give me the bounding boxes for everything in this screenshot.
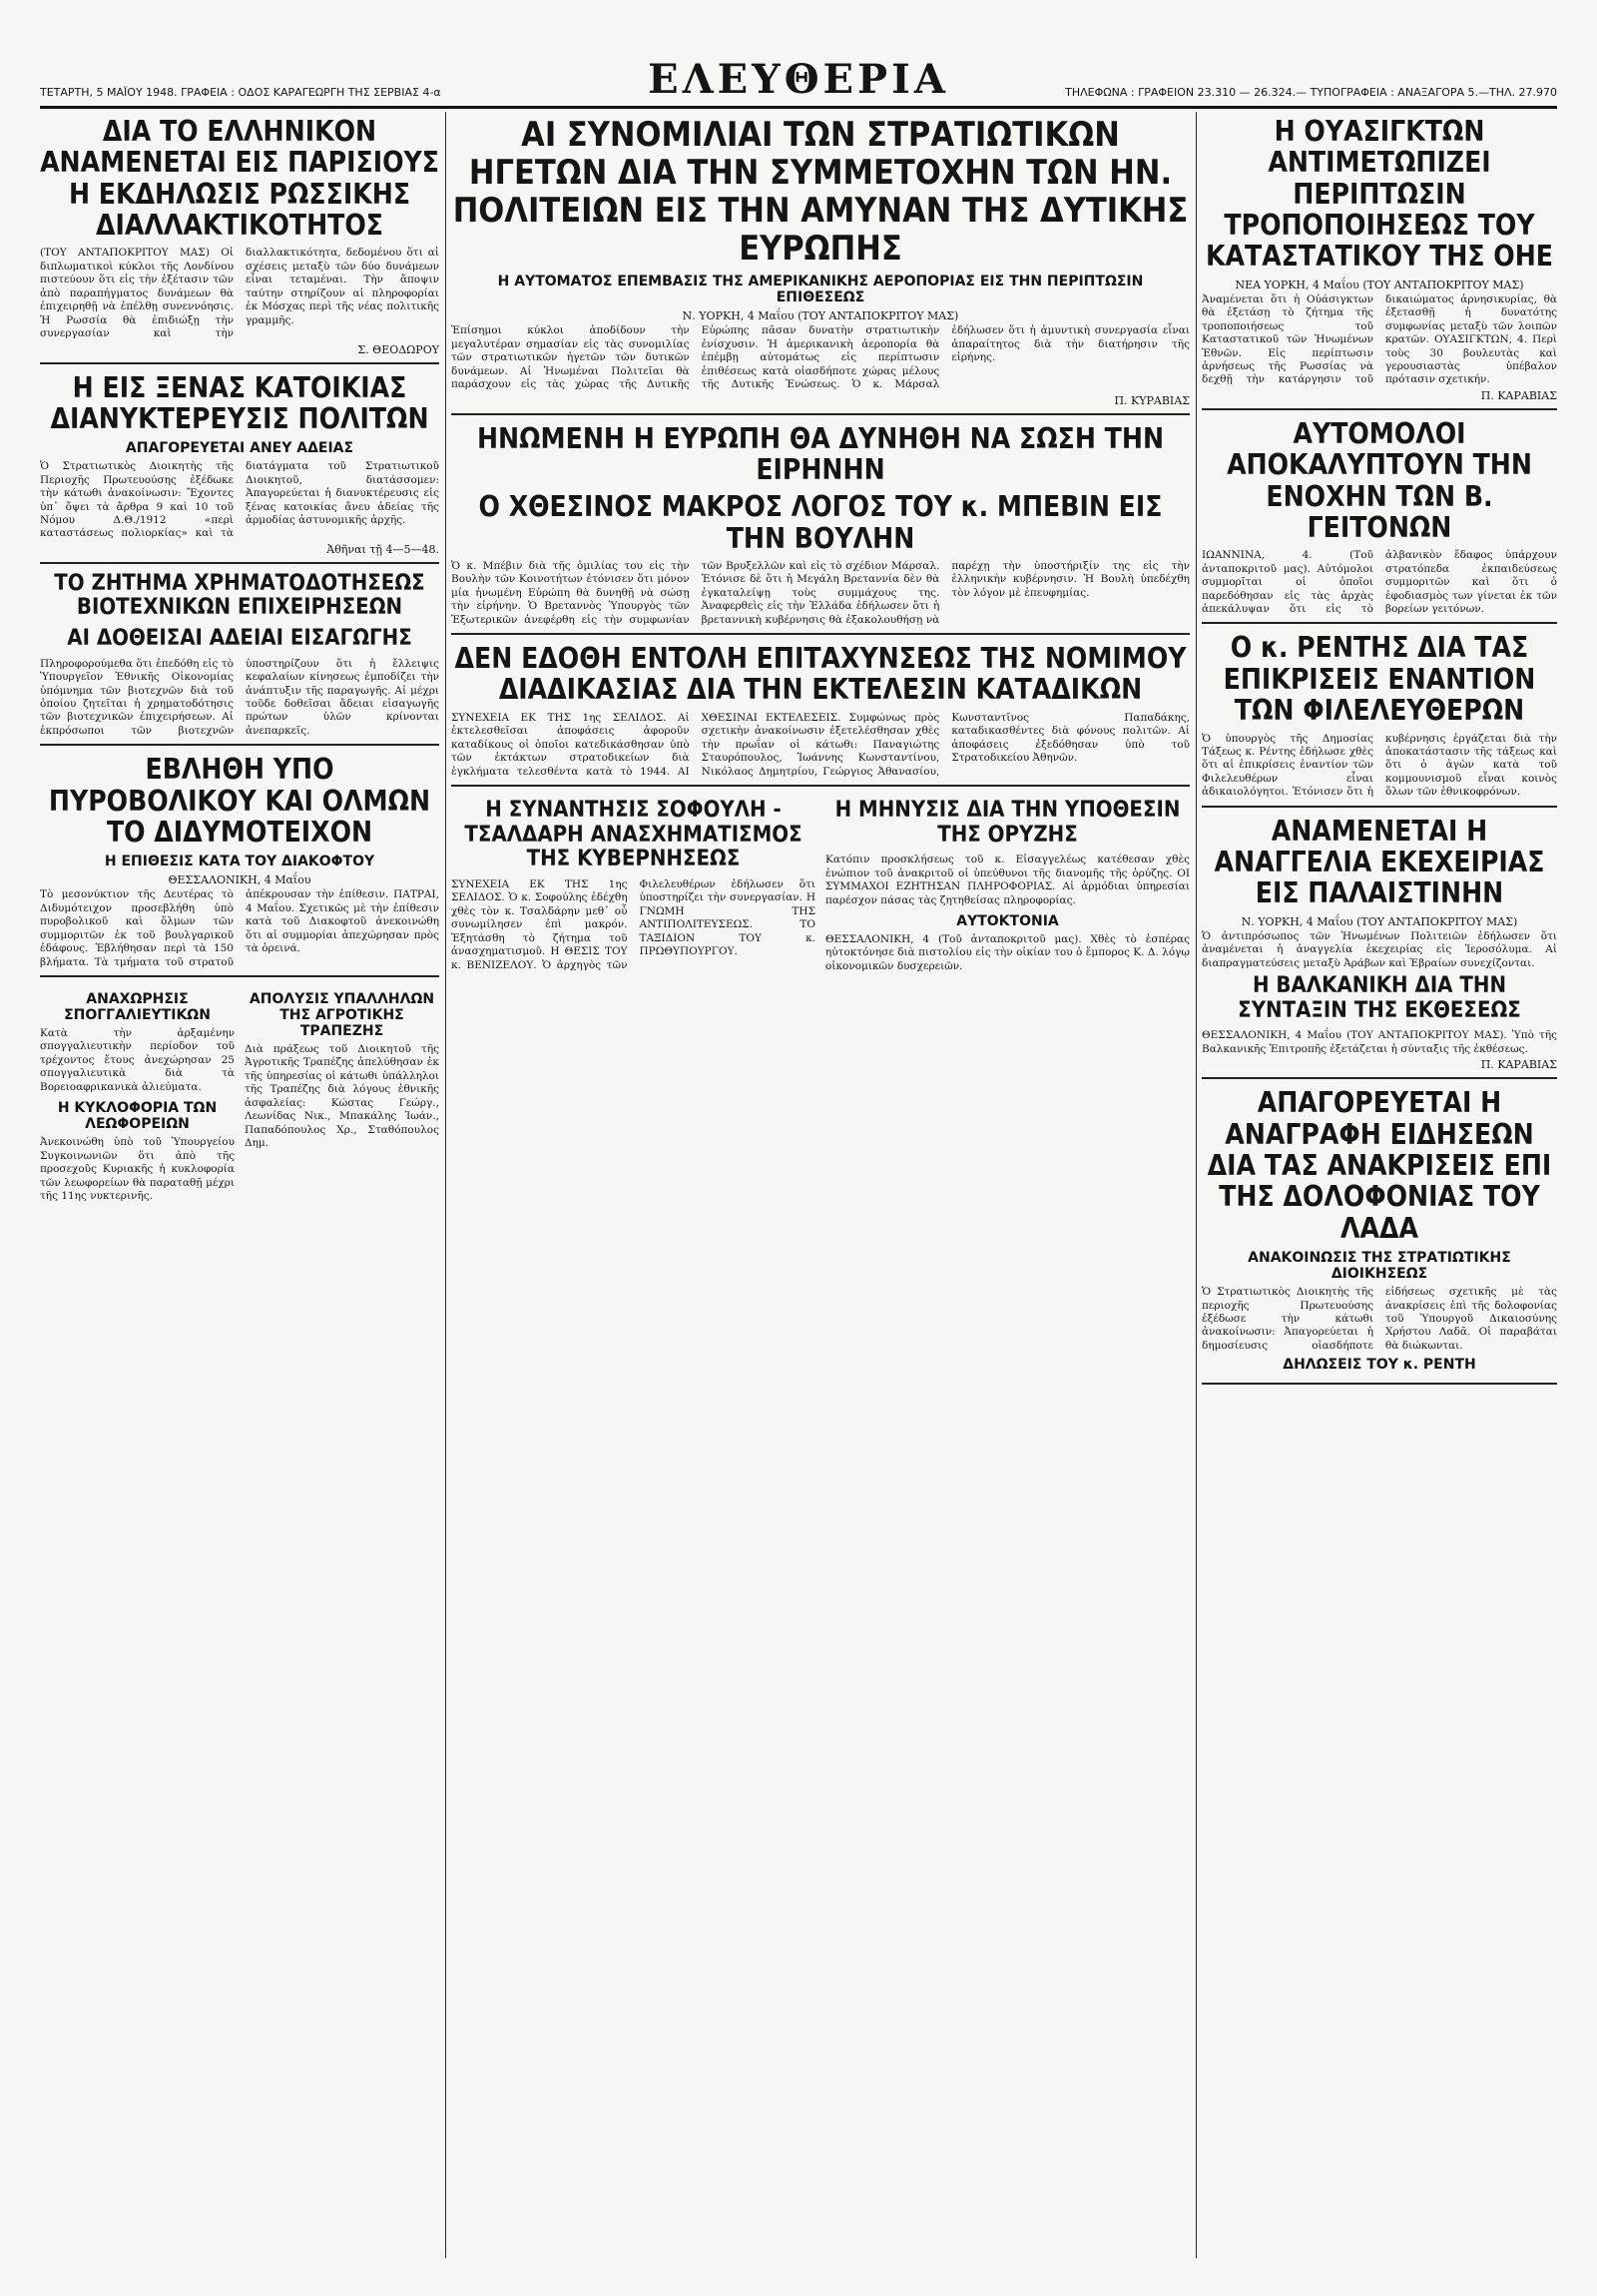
article-row — [40, 985, 439, 1203]
column-center — [451, 112, 1190, 973]
article-body: Ἐπίσημοι κύκλοι ἀποδίδουν τὴν μεγαλυτέραν σημασίαν εἰς τὰς συνομιλίας τῶν στρατιωτικῶν ἡγετῶν τῶν δυτικῶν δυνάμεων. Αἱ Ἡνωμέναι Πολιτεῖαι θὰ παράσχουν εἰς τὰς χώρας τῆς Δυτικῆς Εὐρώπης πᾶσαν δυνατὴν στρατιωτικὴν ἐνίσχυσιν. Ἡ ἀμερικανικὴ ἀεροπορία θὰ ἐπέμβῃ αὐτομάτως εἰς περίπτωσιν ἐπιθέσεως κατὰ οἱασδήποτε χώρας μέλους τῆς Δυτικῆς Ἑνώσεως. Ὁ κ. Μάρσαλ ἐδήλωσεν ὅτι ἡ ἀμυντικὴ συνεργασία εἶναι ἀπαραίτητος διὰ τὴν διατήρησιν τῆς εἰρήνης. — [451, 324, 1190, 391]
column-right — [1202, 112, 1557, 1393]
headline: ΔΕΝ ΕΔΟΘΗ ΕΝΤΟΛΗ ΕΠΙΤΑΧΥΝΣΕΩΣ ΤΗΣ ΝΟΜΙΜΟΥ ΔΙΑΔΙΚΑΣΙΑΣ ΔΙΑ ΤΗΝ ΕΚΤΕΛΕΣΙΝ ΚΑΤΑΔΙΚΩΝ — [454, 642, 1187, 707]
headline: ΑΝΑΜΕΝΕΤΑΙ Η ΑΝΑΓΓΕΛΙΑ ΕΚΕΧΕΙΡΙΑΣ ΕΙΣ ΠΑΛΑΙΣΤΙΝΗΝ — [1214, 814, 1545, 910]
column-left — [40, 112, 439, 1203]
headline: ΕΒΛΗΘΗ ΥΠΟ ΠΥΡΟΒΟΛΙΚΟΥ ΚΑΙ ΟΛΜΩΝ ΤΟ ΔΙΔΥΜΟΤΕΙΧΟΝ — [48, 753, 431, 850]
article-body: ΘΕΣΣΑΛΟΝΙΚΗ, 4 (Τοῦ ἀνταποκριτοῦ μας). Χθὲς τὸ ἑσπέρας ηὐτοκτόνησε διὰ πιστολίου εἰς τὴν οἰκίαν του ὁ ἔμπορος Κ. Δ. λόγῳ οἰκονομικῶν δυσχερειῶν. — [825, 933, 1190, 972]
article — [451, 116, 1190, 415]
subheadline: ΔΗΛΩΣΕΙΣ ΤΟΥ κ. ΡΕΝΤΗ — [1283, 1357, 1476, 1374]
byline: Σ. ΘΕΟΔΩΡΟΥ — [357, 342, 439, 356]
article — [1202, 116, 1557, 410]
column-rule — [445, 112, 446, 2258]
dateline: Ν. ΥΟΡΚΗ, 4 Μαΐου (ΤΟΥ ΑΝΤΑΠΟΚΡΙΤΟΥ ΜΑΣ) — [682, 309, 959, 323]
headline: ΤΟ ΖΗΤΗΜΑ ΧΡΗΜΑΤΟΔΟΤΗΣΕΩΣ ΒΙΟΤΕΧΝΙΚΩΝ ΕΠΙΧΕΙΡΗΣΕΩΝ — [54, 570, 425, 621]
article-body: ΣΥΝΕΧΕΙΑ ΕΚ ΤΗΣ 1ης ΣΕΛΙΔΟΣ. Ὁ κ. Σοφούλης ἐδέχθη χθὲς τὸν κ. Τσαλδάρην μεθ᾿ οὗ συνωμίλησεν ἐπὶ μακρόν. Ἐξητάσθη τὸ ζήτημα τοῦ ἀνασχηματισμοῦ. Η ΘΕΣΙΣ ΤΟΥ κ. ΒΕΝΙΖΕΛΟΥ. Ὁ ἀρχηγὸς τῶν Φιλελευθέρων ἐδήλωσεν ὅτι ὑποστηρίζει τὴν συνεργασίαν. Η ΓΝΩΜΗ ΤΗΣ ΑΝΤΙΠΟΛΙΤΕΥΣΕΩΣ. ΤΟ ΤΑΞΙΔΙΟΝ ΤΟΥ κ. ΠΡΩΘΥΠΟΥΡΓΟΥ. — [451, 877, 815, 971]
article — [1202, 632, 1557, 807]
article-body: Ὁ κ. Μπέβιν διὰ τῆς ὁμιλίας του εἰς τὴν Βουλὴν τῶν Κοινοτήτων ἐτόνισεν ὅτι μόνον μία ἡνωμένη Εὐρώπη θὰ δυνηθῇ νὰ σώσῃ τὴν εἰρήνην. Ὁ Βρεταννὸς Ὑπουργὸς τῶν Ἐξωτερικῶν ἀνεφέρθη εἰς τὴν συμφωνίαν τῶν Βρυξελλῶν καὶ εἰς τὸ σχέδιον Μάρσαλ. Ἐτόνισε δὲ ὅτι ἡ Μεγάλη Βρεταννία δὲν θὰ ἐγκαταλείψῃ τοὺς συμμάχους της. Ἀναφερθεὶς εἰς τὴν Ἑλλάδα ἐδήλωσεν ὅτι ἡ βρεταννικὴ κυβέρνησις θὰ ἐξακολουθήσῃ νὰ παρέχῃ τὴν ὑποστήριξίν της εἰς τὴν ἑλληνικὴν κυβέρνησιν. Ἡ Βουλὴ ὑπεδέχθη τὸν λόγον μὲ ἐπευφημίας. — [451, 559, 1190, 626]
headline: Η ΟΥΑΣΙΓΚΤΩΝ ΑΝΤΙΜΕΤΩΠΙΖΕΙ ΠΕΡΙΠΤΩΣΙΝ ΤΡΟΠΟΠΟΙΗΣΕΩΣ ΤΟΥ ΚΑΤΑΣΤΑΤΙΚΟΥ ΤΗΣ ΟΗΕ — [1205, 115, 1554, 274]
article — [40, 985, 235, 1203]
masthead — [40, 56, 1557, 109]
byline: Ἀθῆναι τῇ 4—5—48. — [326, 542, 439, 556]
headline-secondary: Ο ΧΘΕΣΙΝΟΣ ΜΑΚΡΟΣ ΛΟΓΟΣ ΤΟΥ κ. ΜΠΕΒΙΝ ΕΙΣ ΤΗΝ ΒΟΥΛΗΝ — [478, 490, 1163, 555]
article — [451, 643, 1190, 787]
article — [245, 985, 439, 1203]
article-body: Ὁ Στρατιωτικὸς Διοικητὴς τῆς περιοχῆς Πρωτευούσης ἐξέδωσε τὴν κάτωθι ἀνακοίνωσιν: Ἀπαγορεύεται ἡ δημοσίευσις οἱασδήποτε εἰδήσεως σχετικῆς μὲ τὰς ἀνακρίσεις ἐπὶ τῆς δολοφονίας τοῦ Ὑπουργοῦ Δικαιοσύνης Χρήστου Λαδᾶ. Οἱ παραβάται θὰ διώκωνται. — [1202, 1286, 1557, 1352]
subheadline: ΑΠΑΓΟΡΕΥΕΤΑΙ ΑΝΕΥ ΑΔΕΙΑΣ — [125, 440, 354, 457]
dateline: ΝΕΑ ΥΟΡΚΗ, 4 Μαΐου (ΤΟΥ ΑΝΤΑΠΟΚΡΙΤΟΥ ΜΑΣ) — [1235, 278, 1524, 291]
headline: Η ΕΙΣ ΞΕΝΑΣ ΚΑΤΟΙΚΙΑΣ ΔΙΑΝΥΚΤΕΡΕΥΣΙΣ ΠΟΛΙΤΩΝ — [50, 370, 429, 435]
byline: Π. ΚΑΡΑΒΙΑΣ — [1480, 1058, 1557, 1072]
headline: ΗΝΩΜΕΝΗ Η ΕΥΡΩΠΗ ΘΑ ΔΥΝΗΘΗ ΝΑ ΣΩΣΗ ΤΗΝ ΕΙΡΗΝΗΝ — [476, 421, 1165, 486]
article — [40, 754, 439, 977]
article-body: Πληροφορούμεθα ὅτι ἐπεδόθη εἰς τὸ Ὑπουργεῖον Ἐθνικῆς Οἰκονομίας ὑπόμνημα τῶν βιοτεχνῶν διὰ τοῦ ὁποίου ζητεῖται ἡ χρηματοδότησις τῶν βιοτεχνικῶν ἐπιχειρήσεων. Αἱ ἐκπρόσωποι τῶν βιοτεχνῶν ὑποστηρίζουν ὅτι ἡ ἔλλειψις κεφαλαίων κίνησεως ἐμποδίζει τὴν ἀνάπτυξιν τῆς παραγωγῆς. Αἱ μέχρι τοῦδε δοθεῖσαι ἄδειαι εἰσαγωγῆς πρώτων ὑλῶν κρίνονται ἀνεπαρκεῖς. — [40, 657, 439, 737]
article-body: ΙΩΑΝΝΙΝΑ, 4. (Τοῦ ἀνταποκριτοῦ μας). Αὐτόμολοι συμμορῖται οἱ ὁποῖοι παρεδόθησαν εἰς τὰς ἀρχὰς ἀπεκάλυψαν ὅτι εἰς τὸ ἀλβανικὸν ἔδαφος ὑπάρχουν στρατόπεδα ἐκπαιδεύσεως συμμοριτῶν καὶ ὅτι ὁ ἐφοδιασμὸς των γίνεται ἐκ τῶν βορείων γειτόνων. — [1202, 549, 1557, 616]
subheadline: Η ΑΥΤΟΜΑΤΟΣ ΕΠΕΜΒΑΣΙΣ ΤΗΣ ΑΜΕΡΙΚΑΝΙΚΗΣ ΑΕΡΟΠΟΡΙΑΣ ΕΙΣ ΤΗΝ ΠΕΡΙΠΤΩΣΙΝ ΕΠΙΘΕΣΕΩΣ — [497, 274, 1144, 306]
box-headline: Η ΒΑΛΚΑΝΙΚΗ ΔΙΑ ΤΗΝ ΣΥΝΤΑΞΙΝ ΤΗΣ ΕΚΘΕΣΕΩΣ — [1238, 973, 1521, 1023]
article — [40, 572, 439, 747]
headline: ΑΠΑΓΟΡΕΥΕΤΑΙ Η ΑΝΑΓΡΑΦΗ ΕΙΔΗΣΕΩΝ ΔΙΑ ΤΑΣ ΑΝΑΚΡΙΣΕΙΣ ΕΠΙ ΤΗΣ ΔΟΛΟΦΟΝΙΑΣ ΤΟΥ ΛΑΔΑ — [1207, 1086, 1552, 1245]
subheadline: Η ΕΠΙΘΕΣΙΣ ΚΑΤΑ ΤΟΥ ΔΙΑΚΟΦΤΟΥ — [104, 854, 375, 870]
article-body: Τὸ μεσονύκτιον τῆς Δευτέρας τὸ Διδυμότειχον προσεβλήθη ὑπὸ πυροβολικοῦ καὶ ὅλμων τῶν συμμοριτῶν ἐκ τοῦ βουλγαρικοῦ ἐδάφους. Ἐβλήθησαν περὶ τὰ 150 βλήματα. Τὰ τμήματα τοῦ στρατοῦ ἀπέκρουσαν τὴν ἐπίθεσιν. ΠΑΤΡΑΙ, 4 Μαΐου. Σχετικῶς μὲ τὴν ἐπίθεσιν κατὰ τοῦ Διακοφτοῦ ἀνεκοινώθη ὅτι αἱ συμμορίαι ἀπεχώρησαν πρὸς τὰ ὀρεινά. — [40, 888, 439, 968]
article-body: Κατὰ τὴν ἀρξαμένην σπογγαλιευτικὴν περίοδον τοῦ τρέχοντος ἔτους ἀνεχώρησαν 25 σπογγαλιευτικὰ διὰ τὰ Βορειοαφρικανικὰ ἀλιεύματα. — [40, 1027, 235, 1093]
headline: ΑΠΟΛΥΣΙΣ ΥΠΑΛΛΗΛΩΝ ΤΗΣ ΑΓΡΟΤΙΚΗΣ ΤΡΑΠΕΖΗΣ — [249, 991, 435, 1040]
article-body: Ὁ Στρατιωτικὸς Διοικητὴς τῆς Περιοχῆς Πρωτευούσης ἐξέδωκε τὴν κάτωθι ἀνακοίνωσιν: Ἔχοντες ὑπ᾿ ὄψει τὰ ἄρθρα 9 καὶ 10 τοῦ Νόμου Δ.Θ./1912 «περὶ καταστάσεως πολιορκίας» καὶ τὰ διατάγματα τοῦ Στρατιωτικοῦ Διοικητοῦ, διατάσσομεν: Ἀπαγορεύεται ἡ διανυκτέρευσις εἰς ξένας κατοικίας ἄνευ ἀδείας τῆς ἀρμοδίας ἀστυνομικῆς ἀρχῆς. — [40, 460, 439, 540]
byline: Π. ΚΥΡΑΒΙΑΣ — [1114, 393, 1190, 407]
headline: ΑΙ ΣΥΝΟΜΙΛΙΑΙ ΤΩΝ ΣΤΡΑΤΙΩΤΙΚΩΝ ΗΓΕΤΩΝ ΔΙΑ ΤΗΝ ΣΥΜΜΕΤΟΧΗΝ ΤΩΝ ΗΝ. ΠΟΛΙΤΕΙΩΝ ΕΙΣ ΤΗΝ ΑΜΥΝΑΝ ΤΗΣ ΔΥΤΙΚΗΣ ΕΥΡΩΠΗΣ — [452, 115, 1189, 270]
headline: Η ΚΥΚΛΟΦΟΡΙΑ ΤΩΝ ΛΕΩΦΟΡΕΙΩΝ — [57, 1100, 218, 1133]
headline: Η ΣΥΝΑΝΤΗΣΙΣ ΣΟΦΟΥΛΗ - ΤΣΑΛΔΑΡΗ ΑΝΑΣΧΗΜΑΤΙΣΜΟΣ ΤΗΣ ΚΥΒΕΡΝΗΣΕΩΣ — [464, 798, 802, 872]
headline: ΑΥΤΟΜΟΛΟΙ ΑΠΟΚΑΛΥΠΤΟΥΝ ΤΗΝ ΕΝΟΧΗΝ ΤΩΝ Β. ΓΕΙΤΟΝΩΝ — [1227, 416, 1532, 544]
article — [40, 116, 439, 364]
article-row — [451, 795, 1190, 973]
article — [40, 372, 439, 564]
headline: ΑΥΤΟΚΤΟΝΙΑ — [956, 913, 1059, 930]
article-body: Ὁ ἀντιπρόσωπος τῶν Ἡνωμένων Πολιτειῶν ἐδήλωσεν ὅτι ἀναμένεται ἡ ἀναγγελία ἐκεχειρίας εἰς Ἰεροσόλυμα. Αἱ διαπραγματεύσεις μεταξὺ Ἀράβων καὶ Ἑβραίων συνεχίζονται. — [1202, 929, 1557, 969]
headline: Η ΜΗΝΥΣΙΣ ΔΙΑ ΤΗΝ ΥΠΟΘΕΣΙΝ ΤΗΣ ΟΡΥΖΗΣ — [834, 798, 1181, 848]
article — [451, 795, 815, 973]
dateline: ΘΕΣΣΑΛΟΝΙΚΗ, 4 Μαΐου — [168, 873, 311, 887]
box-body: ΘΕΣΣΑΛΟΝΙΚΗ, 4 Μαΐου (ΤΟΥ ΑΝΤΑΠΟΚΡΙΤΟΥ ΜΑΣ). Ὑπὸ τῆς Βαλκανικῆς Ἐπιτροπῆς ἐξετάζεται ἡ σύνταξις τῆς ἐκθέσεως. — [1202, 1029, 1557, 1055]
subheadline: ΑΝΑΚΟΙΝΩΣΙΣ ΤΗΣ ΣΤΡΑΤΙΩΤΙΚΗΣ ΔΙΟΙΚΗΣΕΩΣ — [1248, 1250, 1511, 1283]
article — [1202, 1087, 1557, 1385]
article-body: (ΤΟΥ ΑΝΤΑΠΟΚΡΙΤΟΥ ΜΑΣ) Οἱ διπλωματικοὶ κύκλοι τῆς Λονδίνου πιστεύουν ὅτι εἰς τὴν ἐξέτασιν τῶν ἀπὸ παραπήγματος δυνάμεων θὰ ἐπιχειρηθῇ νὰ ἐπέλθῃ συνεννόησις. Ἡ Ρωσσία θὰ ἐπιδιώξῃ τὴν συνεργασίαν καὶ τὴν διαλλακτικότητα, δεδομένου ὅτι αἱ σχέσεις μεταξὺ τῶν δύο δυνάμεων εἶναι τεταμέναι. Τὴν ἄποψιν ταύτην στηρίζουν αἱ πληροφορίαι ἐκ Μόσχας περὶ τῆς νέας πολιτικῆς γραμμῆς. — [40, 247, 439, 340]
byline: Π. ΚΑΡΑΒΙΑΣ — [1480, 388, 1557, 402]
headline: ΔΙΑ ΤΟ ΕΛΛΗΝΙΚΟΝ ΑΝΑΜΕΝΕΤΑΙ ΕΙΣ ΠΑΡΙΣΙΟΥΣ Η ΕΚΔΗΛΩΣΙΣ ΡΩΣΣΙΚΗΣ ΔΙΑΛΛΑΚΤΙΚΟΤΗΤΟΣ — [40, 115, 439, 243]
article — [825, 795, 1190, 973]
column-rule — [1196, 112, 1197, 2258]
article — [1202, 816, 1557, 1080]
article-body: Διὰ πράξεως τοῦ Διοικητοῦ τῆς Ἀγροτικῆς Τραπέζης ἀπελύθησαν ἐκ τῆς ὑπηρεσίας οἱ κάτωθι ὑπάλληλοι τῆς Τραπέζης διὰ λόγους ἐθνικῆς ἀσφαλείας: Κώστας Γεώργ., Λεωνίδας Νικ., Μπακάλης Ἰωάν., Παπαδόπουλος Χρ., Σταθόπουλος Δημ. — [245, 1043, 439, 1150]
article — [1202, 418, 1557, 625]
headline: ΑΝΑΧΩΡΗΣΙΣ ΣΠΟΓΓΑΛΙΕΥΤΙΚΩΝ — [64, 991, 211, 1024]
masthead-phones: ΤΗΛΕΦΩΝΑ : ΓΡΑΦΕΙΟΝ 23.310 — 26.324.— ΤΥΠΟΓΡΑΦΕΙΑ : ΑΝΑΞΑΓΟΡΑ 5.—ΤΗΛ. 27.970 — [1065, 86, 1557, 99]
dateline: Ν. ΥΟΡΚΗ, 4 Μαΐου (ΤΟΥ ΑΝΤΑΠΟΚΡΙΤΟΥ ΜΑΣ) — [1241, 914, 1518, 928]
headline: Ο κ. ΡΕΝΤΗΣ ΔΙΑ ΤΑΣ ΕΠΙΚΡΙΣΕΙΣ ΕΝΑΝΤΙΟΝ ΤΩΝ ΦΙΛΕΛΕΥΘΕΡΩΝ — [1223, 631, 1536, 728]
newspaper-title: ΕΛΕΥΘΕΡΙΑ — [648, 56, 949, 103]
masthead-date-address: ΤΕΤΑΡΤΗ, 5 ΜΑΪΟΥ 1948. ΓΡΑΦΕΙΑ : ΟΔΟΣ ΚΑΡΑΓΕΩΡΓΗ ΤΗΣ ΣΕΡΒΙΑΣ 4-α — [40, 86, 441, 99]
article-body: ΣΥΝΕΧΕΙΑ ΕΚ ΤΗΣ 1ης ΣΕΛΙΔΟΣ. Αἱ ἐκτελεσθεῖσαι ἀποφάσεις ἀφοροῦν καταδίκους οἱ ὁποῖοι κατεδικάσθησαν ὑπὸ τῶν ἐκτάκτων στρατοδικείων διὰ ἐγκλήματα τελεσθέντα κατὰ τὸ 1944. ΑΙ ΧΘΕΣΙΝΑΙ ΕΚΤΕΛΕΣΕΙΣ. Συμφώνως πρὸς σχετικὴν ἀνακοίνωσιν ἐξετελέσθησαν χθὲς τὴν πρωΐαν οἱ κάτωθι: Παναγιώτης Σταυρόπουλος, Ἰωάννης Κωνσταντίνου, Νικόλαος Δημητρίου, Γεώργιος Ἀθανασίου, Κωνσταντῖνος Παπαδάκης, καταδικασθέντες διὰ φόνους πολιτῶν. Αἱ ἀποφάσεις ἐξεδόθησαν ὑπὸ τοῦ Στρατοδικείου Ἀθηνῶν. — [451, 711, 1190, 778]
article-body: Ἀναμένεται ὅτι ἡ Οὐάσιγκτων θὰ ἐξετάσῃ τὸ ζήτημα τῆς τροποποιήσεως τοῦ Καταστατικοῦ τῶν Ἡνωμένων Ἐθνῶν. Εἰς περίπτωσιν ἀρνήσεως τῆς Ρωσσίας νὰ δεχθῇ τὴν κατάργησιν τοῦ δικαιώματος ἀρνησικυρίας, θὰ ἐξετασθῇ ἡ δυνατότης συμφωνίας μεταξὺ τῶν λοιπῶν κρατῶν. ΟΥΑΣΙΓΚΤΩΝ, 4. Περὶ τοὺς 30 βουλευτὰς καὶ γερουσιαστὰς ὑπέβαλον πρότασιν σχετικήν. — [1202, 292, 1557, 386]
article-body: Ὁ ὑπουργὸς τῆς Δημοσίας Τάξεως κ. Ρέντης ἐδήλωσε χθὲς ὅτι αἱ ἐπικρίσεις ἐναντίον τῶν Φιλελευθέρων εἶναι ἀδικαιολόγητοι. Ἐτόνισεν ὅτι ἡ κυβέρνησις ἐργάζεται διὰ τὴν ἀποκατάστασιν τῆς τάξεως καὶ ὅτι ὁ ἀγὼν κατὰ τοῦ κομμουνισμοῦ εἶναι κοινὸς ὅλων τῶν ἐθνικοφρόνων. — [1202, 732, 1557, 799]
headline-secondary: ΑΙ ΔΟΘΕΙΣΑΙ ΑΔΕΙΑΙ ΕΙΣΑΓΩΓΗΣ — [67, 626, 412, 652]
article-body: Κατόπιν προσκλήσεως τοῦ κ. Εἰσαγγελέως κατέθεσαν χθὲς ἐνώπιον τοῦ ἀνακριτοῦ οἱ ὑπεύθυνοι τῆς διανομῆς τῆς ὀρύζης. ΟΙ ΣΥΜΜΑΧΟΙ ΕΖΗΤΗΣΑΝ ΠΛΗΡΟΦΟΡΙΑΣ. Αἱ ἀρμόδιαι ὑπηρεσίαι παρέσχον πάσας τὰς ζητηθείσας πληροφορίας. — [825, 854, 1190, 906]
article-body: Ἀνεκοινώθη ὑπὸ τοῦ Ὑπουργείου Συγκοινωνιῶν ὅτι ἀπὸ τῆς προσεχοῦς Κυριακῆς ἡ κυκλοφορία τῶν λεωφορείων θὰ παραταθῇ μέχρι τῆς 11ης νυκτερινῆς. — [40, 1136, 235, 1202]
article — [451, 423, 1190, 636]
